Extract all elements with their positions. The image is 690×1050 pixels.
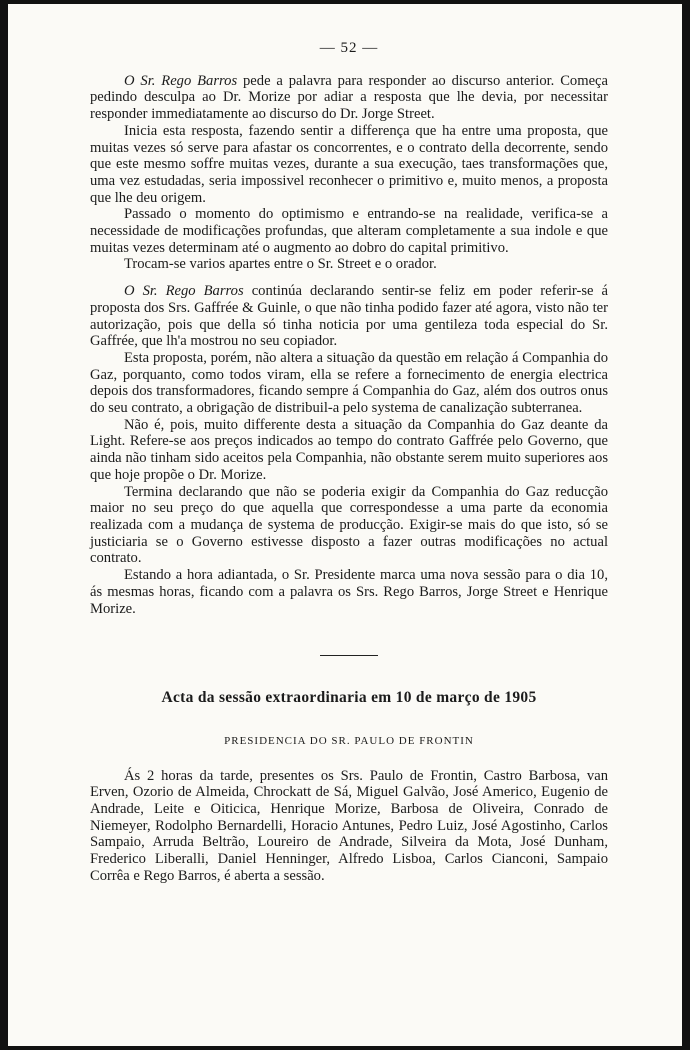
paragraph-attendance: Ás 2 horas da tarde, presentes os Srs. Paulo de Frontin, Castro Barbosa, van Erven, Ozorio de Almeida, Chrockatt de Sá, Miguel Galvão, José Americo, Eugenio de Andrade, Leite e Oiticica, Henrique Morize, Barbosa de Oliveira, Conrado de Niemeyer, Rodolpho Bernardelli, Horacio Antunes, Pedro Luiz, José Agostinho, Carlos Sampaio, Arruda Beltrão, Loureiro de Andrade, Silveira da Mota, José Dunham, Frederico Liberalli, Daniel Henninger, Alfredo Lisboa, Carlos Cianconi, Sampaio Corrêa e Rego Barros, é aberta a sessão. (90, 767, 608, 884)
page-number: — 52 — (319, 40, 379, 56)
paragraph-light-situation: Não é, pois, muito differente desta a situação da Companhia do Gaz deante da Light. Refere-se aos preços indicados ao tempo do contrato Gaffrée pelo Governo, que ainda não tinham sido aceitos pela Companhia, não obstante serem muito superiores aos que hoje propõe o Dr. Morize. (90, 416, 608, 483)
paragraph-asides: Trocam-se varios apartes entre o Sr. Street e o orador. (124, 256, 437, 273)
paragraph-text: continúa declarando sentir-se feliz em poder referir-se á proposta dos Srs. Gaffrée & Guinle, o que não tinha podido fazer até agora, visto não ter autorização, pois que della só tinha noticia por uma gentileza toda especial do Sr. Gaffrée, que lh'a mostrou no seu copiador. (90, 283, 608, 350)
paragraph-gas-company: Esta proposta, porém, não altera a situação da questão em relação á Companhia do Gaz, porquanto, como todos viram, ella se refere a fornecimento de energia electrica depois dos transformadores, ficando sempre á Companhia do Gaz, além dos outros onus do seu contrato, a obrigação de distribuil-a pelo systema de canalização subterranea. (90, 349, 608, 417)
paragraph-adjournment: Estando a hora adiantada, o Sr. Presidente marca uma nova sessão para o dia 10, ás mesmas horas, ficando com a palavra os Srs. Rego Barros, Jorge Street e Henrique Morize. (90, 567, 608, 617)
speaker-name: O Sr. Rego Barros (124, 283, 244, 300)
paragraph-conclusion: Termina declarando que não se poderia exigir da Companhia do Gaz reducção maior no seu preço do que aquella que correspondesse a uma parte da economia realizada com a mudança de systema de producção. Exigir-se mais do que isto, só se justiciaria se o Governo estivesse disposto a fazer outras modificações no actual contrato. (90, 483, 608, 567)
section-divider (320, 655, 378, 656)
paragraph-text: pede a palavra para responder ao discurso anterior. Começa pedindo desculpa ao Dr. Morize por adiar a resposta que lhe devia, por necessitar responder immediatamente ao discurso do Dr. Jorge Street. (90, 72, 609, 123)
presidency-heading: PRESIDENCIA DO SR. PAULO DE FRONTIN (224, 734, 474, 747)
paragraph-proposal-difference: Inicia esta resposta, fazendo sentir a differença que ha entre uma proposta, que muitas vezes só serve para afastar os concorrentes, e o contrato della decorrente, sendo que este mesmo soffre muitas vezes, durante a sua execução, taes transformações que, uma vez estudadas, seria impossivel reconhecer o primitivo e, muito menos, a proposta que lhe deu origem. (90, 122, 608, 206)
paragraph-optimism: Passado o momento do optimismo e entrando-se na realidade, verifica-se a necessidade de modificações profundas, que alteram completamente a sua indole e que muitas vezes determinam até o augmento ao dobro do capital primitivo. (90, 206, 608, 256)
speaker-name: O Sr. Rego Barros (124, 72, 238, 89)
session-title: Acta da sessão extraordinaria em 10 de março de 1905 (161, 689, 537, 707)
paragraph-rego-barros-reply (90, 73, 608, 123)
page-content (90, 34, 608, 885)
paragraph-rego-barros-continues (90, 283, 608, 350)
